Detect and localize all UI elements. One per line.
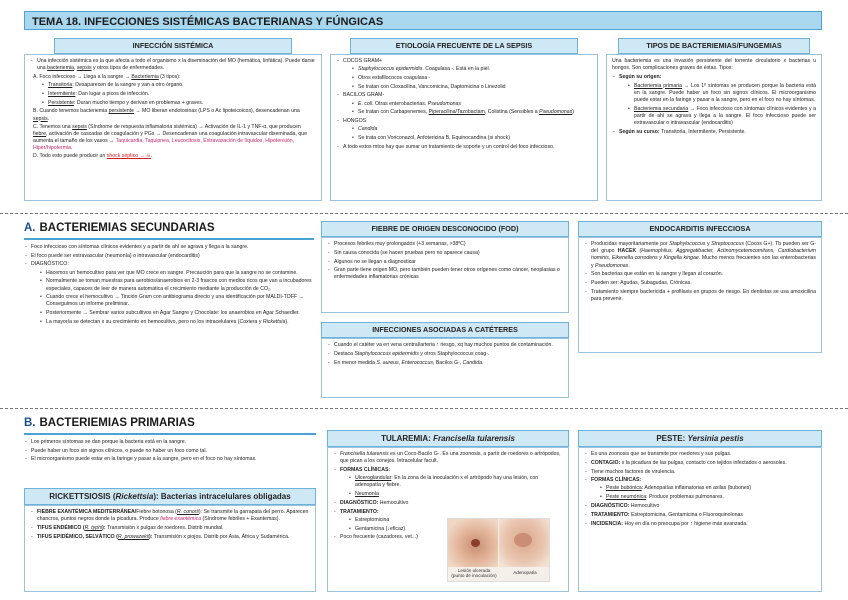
fod-body xyxy=(321,237,569,313)
tipos-header: TIPOS DE BACTERIEMIAS/FUNGEMIAS xyxy=(618,38,810,54)
forma-item: • Neumonía xyxy=(348,491,563,498)
cateteres-section xyxy=(321,322,569,398)
step-c: C. Tenemos una sepsis (Síndrome de respuesta inflamatoria sistémica) → Activación de IL-1 y TNF-α, que producen fiebre, activación de cascadas de coagulación y PGs → Desencadenan una coagulación intravascular diseminada, que aumenta el tamaño de los vasos → Taquicardia, Taquipnea, Leucocitosis, Extravasación de líquidos, Hipotensión, Hiper/hipotermia. xyxy=(33,123,307,152)
secundarias-section xyxy=(24,221,314,401)
forma-item: • Peste neumónica: Produce problemas pulmonares. xyxy=(599,494,816,501)
peste-item: - Tiene muchos factores de virulencia. xyxy=(584,469,816,476)
endocarditis-section xyxy=(578,221,822,353)
peste-item: - Es una zoonosis que se transmite por roedores y sus pulgas. xyxy=(584,451,816,458)
cateter-item: - Destaca Staphylococcus epidermidis y otros Staphylococcus coag-. xyxy=(327,351,563,358)
endocarditis-header: ENDOCARDITIS INFECCIOSA xyxy=(578,221,822,237)
fod-item: - Algunos no se llegan a diagnosticar xyxy=(327,259,563,266)
adenopathy-caption: Adenopatía xyxy=(513,570,537,575)
coco-item: • Staphylococcus epidermidis. Coagulasa -. Está en la piel. xyxy=(351,66,592,73)
bacteriemia-type: • Intermitente: Dan lugar a picos de infección. xyxy=(41,91,316,98)
primaria-def: • Bacteriemia primaria → Los 1º síntomas se producen porque la bacteria está en la sangre. Puede haber un foco sin signos clínicos. El microorganismo puede estar en la faringe y pasar a la sangre, pero en el foco no hay síntomas. xyxy=(627,83,816,105)
diag-item: • La mayoría se detectan x su crecimiento en hemocultivo, pero no los intracelulares (Coxiera y Rickettsia). xyxy=(39,319,314,326)
tularemia-last: - Poco frecuente (cazadores, vet...) xyxy=(333,534,563,541)
endocarditis-item: - Pueden ser: Agudas, Subagudas, Crónicas. xyxy=(584,280,816,287)
etiologia-header: ETIOLOGÍA FRECUENTE DE LA SEPSIS xyxy=(350,38,578,54)
tularemia-header: TULAREMIA: Francisella tularensis xyxy=(327,430,569,447)
bacilos-gram-neg: - BACILOS GRAM- • E. coli. Otras enterobacterias, Pseudomonas • Se tratan con Carbapenemes, Piperacilina/Tazobactam, Colistina (Sensibles a Pseudomonas) xyxy=(336,92,592,116)
cateteres-body xyxy=(321,338,569,398)
tularemia-section xyxy=(327,430,569,592)
secundarias-title: A. BACTERIEMIAS SECUNDARIAS xyxy=(24,221,314,240)
lesion-caption: Lesión ulcerada (punto de inoculación) xyxy=(451,568,497,579)
tularemia-item: - Francisella tularensis es un Coco-Bacilo G-. Es una zoonosis, a partir de roedores o artrópodos, que pican a los conejos. Intracelular facult. xyxy=(333,451,563,465)
peste-body xyxy=(578,447,822,592)
infeccion-intro: - Una infección sistémica es la que afecta a todo el organismo x la diseminación del MO (hemática, linfática). Puede darse una bacteriemia, sepsis y otros tipos de enfermedades. xyxy=(30,58,316,72)
forma-item: • Ulceroglandular: En la zona de la inoculación x el artrópodo hay una lesión, con adenopatía y fiebre. xyxy=(348,475,563,489)
endocarditis-body xyxy=(578,237,822,353)
trat-item: • Estreptomicina xyxy=(348,517,563,524)
infeccion-sistemica-body xyxy=(24,54,322,201)
infeccion-sistemica-header: INFECCIÓN SISTÉMICA xyxy=(54,38,292,54)
trat-item: • Gentamicina (↓eficaz) xyxy=(348,526,563,533)
coco-item: • Se tratan con Cloxacilina, Vancomicina, Daptomicina o Linezolid xyxy=(351,84,592,91)
rickettsia-item: - FIEBRE EXANTÉMICA MEDITERRÁNEA/Fiebre botonosa (R. conorii): Se transmite la garrapata del perro. Aparecen chancros, puntos negros donde la picadura. Produce fiebre exantémica (Síndrome febriles + Exantemas). xyxy=(30,509,310,523)
etiologia-body xyxy=(330,54,598,201)
fod-item: - Gran parte tiene origen MO, pero también pueden tener otros orígenes como cáncer, neoplasias o enfermedades inflamatorias crónicas xyxy=(327,267,563,281)
diag-item: • Posteriormente → Sembrar varios subcultivos en Agar Sangre y Chocolate: los anaerobios en Agar Schaedler. xyxy=(39,310,314,317)
rickettsiosis-body xyxy=(24,505,316,592)
endocarditis-item: - Producidas mayoritariamente por Staphylococcus y Streptococcus (Cocos G+). Tb pueden ser G- del grupo HACEK (Haemophilus, Aggregatibacter, Actinomycetemcomitans, Cardiobacterium hominis, Eikenella corrodens y Kingella kingae. Mucho menos frecuentes son las enterobacterias y Pseudomonas. xyxy=(584,241,816,270)
step-b: B. Cuando tenemos bacteriemia persistente → MO liberan endotoxinas (LPS o Ac lipoteicoicos), desencadenan una sepsis. xyxy=(33,108,300,122)
hongo-item: • Se trata con Voriconazol, Anfotericina B, Equinocandina (si shock) xyxy=(351,135,592,142)
peste-section xyxy=(578,430,822,592)
hongos: - HONGOS • Candida • Se trata con Voriconazol, Anfotericina B, Equinocandina (si shock) xyxy=(336,118,592,142)
diag-item: • Hacemos un hemocultivo para ver que MO crece en sangre. Precaución para que la sangre no se contamine. xyxy=(39,270,314,277)
bacteriemia-type: • Transitoria: Desaparecen de la sangre y van a otro órgano. xyxy=(41,82,316,89)
peste-trat: - TRATAMIENTO: Estreptomicina, Gentamicina o Fluoroquinolonas xyxy=(584,512,816,519)
cateteres-header: INFECCIONES ASOCIADAS A CATÉTERES xyxy=(321,322,569,338)
primaria-item: - Puede haber un foco sin signos clínicos, o puede no haber un foco como tal. xyxy=(24,448,316,455)
peste-incidencia: - INCIDENCIA: Hoy en día no preocupa por ↑ higiene más avanzada. xyxy=(584,521,816,528)
primaria-item: - El microorganismo puede estar en la faringe y pasar a la sangre, pero en el foco no hay síntomas. xyxy=(24,456,316,463)
tularemia-diag: - DIAGNÓSTICO: Hemocultivo xyxy=(333,500,563,507)
secundaria-item: - DIAGNÓSTICO: • Hacemos un hemocultivo para ver que MO crece en sangre. Precaución para que la sangre no se contamine. • Normalmente se toman muestras para aerobios/anaerobios en 2-3 frascos con medios ricos que van a incubadores especiales, capaces de leer de manera automática el crecimiento mediante la producción de CO₂. • Cuando crece el hemocultivo → Tinción Gram con antibiograma directo y una identificación por MALDI-TOFF → Conseguimos un informe preliminar. • Posteriormente → Sembrar varios subcultivos en Agar Sangre y Chocolate: los anaerobios en Agar Schaedler. • La mayoría se detectan x su crecimiento en hemocultivo, pero no los intracelulares (Coxiera y Rickettsia). xyxy=(24,261,314,326)
etiologia-final: - A todo estos mtos hay que sumar un tratamiento de soporte y un control del foco infeccioso. xyxy=(336,144,592,151)
bacilo-item: • E. coli. Otras enterobacterias, Pseudomonas xyxy=(351,101,592,108)
peste-header: PESTE: Yersinia pestis xyxy=(578,430,822,447)
page-title: TEMA 18. INFECCIONES SISTÉMICAS BACTERIANAS Y FÚNGICAS xyxy=(24,11,822,30)
rickettsiosis-header: RICKETTSIOSIS (Rickettsia): Bacterias intracelulares obligadas xyxy=(24,488,316,505)
etiologia-section xyxy=(330,38,598,201)
fod-item: - Procesos febriles muy prolongados (+3 semanas, >38ºC) xyxy=(327,241,563,248)
fod-section xyxy=(321,221,569,313)
cateter-item: - Cuando el catéter va en vena central/arteria ↑ riesgo, xq hay muchos puntos de contaminación. xyxy=(327,342,563,349)
hongo-item: • Candida xyxy=(351,126,592,133)
secundaria-item: - Foco infeccioso con síntomas clínicos evidentes y a partir de ahí se agrava y llega a la sangre. xyxy=(24,244,314,251)
step-d: D. Todo esto puede producir un shock séptico → ☠. xyxy=(33,153,153,160)
diag-item: • Cuando crece el hemocultivo → Tinción Gram con antibiograma directo y una identificación por MALDI-TOFF → Conseguimos un informe preliminar. xyxy=(39,294,314,308)
peste-diag: - DIAGNÓSTICO: Hemocultivo xyxy=(584,503,816,510)
forma-item: • Peste bubónica: Adenopatías inflamatorias en axilas (bubones) xyxy=(599,485,816,492)
coco-item: • Otros estafilococos coagulasa - xyxy=(351,75,592,82)
rickettsiosis-section xyxy=(24,488,316,592)
primaria-item: - Los primeros síntomas se dan porque la bacteria está en la sangre. xyxy=(24,439,316,446)
divider xyxy=(0,408,848,409)
endocarditis-item: - Son bacterias que están en la sangre y llegan al corazón. xyxy=(584,271,816,278)
primarias-title: B. BACTERIEMIAS PRIMARIAS xyxy=(24,416,316,435)
tipos-section xyxy=(606,38,822,201)
rickettsia-item: - TIFUS ENDÉMICO (R. typhi): Transmisión x pulgas de roedores. Distrib mundial. xyxy=(30,525,310,532)
bacteriemia-type: • Persistente: Duran mucho tiempo y derivan en problemas + graves. xyxy=(41,100,316,107)
cocos-gram-pos: - COCOS GRAM+ • Staphylococcus epidermidis. Coagulasa -. Está en la piel. • Otros estafilococos coagulasa - • Se tratan con Cloxacilina, Vancomicina, Daptomicina o Linezolid xyxy=(336,58,592,91)
diag-item: • Normalmente se toman muestras para aerobios/anaerobios en 2-3 frascos con medios ricos que van a incubadores especiales, capaces de leer de manera automática el crecimiento mediante la producción de CO₂. xyxy=(39,278,314,292)
adenopathy-mark xyxy=(514,533,532,547)
fod-item: - Sin causa conocida (se hacen pruebas pero no aparece causa) xyxy=(327,250,563,257)
rickettsia-item: - TIFUS EPIDÉMICO, SELVÁTICO (R. prowazekii): Transmisión x piojos. Distrib por Asia, África y Sudamérica. xyxy=(30,534,310,541)
fod-header: FIEBRE DE ORIGEN DESCONOCIDO (FOD) xyxy=(321,221,569,237)
tipos-origen: - Según su origen: • Bacteriemia primaria → Los 1º síntomas se producen porque la bacteria está en la sangre. Puede haber un foco sin signos clínicos. El microorganismo puede estar en la faringe y pasar a la sangre, pero en el foco no hay síntomas. • Bacteriemia secundaria → Foco infeccioso con síntomas clínicos evidentes y a partir de ahí se agrava y llega a la sangre. El foco infeccioso puede ser extravascular o intravascular (endocarditis) xyxy=(612,74,816,127)
endocarditis-item: - Tratamiento siempre bactericida + profilaxis en grupos de riesgo. En dentistas se usa amoxicilina para prevenir. xyxy=(584,289,816,303)
tularemia-image xyxy=(447,518,550,582)
bacilo-item: • Se tratan con Carbapenemes, Piperacilina/Tazobactam, Colistina (Sensibles a Pseudomonas) xyxy=(351,109,592,116)
tipos-body xyxy=(606,54,822,201)
secundaria-def: • Bacteriemia secundaria → Foco infeccioso con síntomas clínicos evidentes y a partir de ahí se agrava y llega a la sangre. El foco infeccioso puede ser extravascular o intravascular (endocarditis) xyxy=(627,106,816,128)
tipos-intro: Una bacteriemia es una invasión persistente del torrente circulatorio x bacterias u hongos. Son complicaciones graves de éstas. Tipos: xyxy=(612,58,816,72)
peste-formas: - FORMAS CLÍNICAS: • Peste bubónica: Adenopatías inflamatorias en axilas (bubones) • Peste neumónica: Produce problemas pulmonares. xyxy=(584,477,816,501)
tularemia-trat: - TRATAMIENTO: • Estreptomicina • Gentamicina (↓eficaz) xyxy=(333,509,563,533)
primarias-section xyxy=(24,416,316,486)
peste-item: - CONTAGIO: x la picadura de las pulgas, contacto con tejidos infectados o aerosoles. xyxy=(584,460,816,467)
tularemia-formas: - FORMAS CLÍNICAS: • Ulceroglandular: En la zona de la inoculación x el artrópodo hay una lesión, con adenopatía y fiebre. • Neumonía xyxy=(333,467,563,498)
divider xyxy=(0,213,848,214)
tipos-curso: - Según su curso: Transitoria, Intermitente, Persistente. xyxy=(612,129,816,136)
tularemia-body xyxy=(327,447,569,592)
step-a: A. Foco infeccioso → Llega a la sangre → Bacteriemia (3 tipos): • Transitoria: Desaparecen de la sangre y van a otro órgano. • Intermitente: Dan lugar a picos de infección. • Persistente: Duran mucho tiempo y derivan en problemas + graves. xyxy=(30,74,316,107)
infeccion-sistemica-section xyxy=(24,38,322,201)
secundaria-item: - El foco puede ser extravascular (neumonía) o intravascular (endocarditis) xyxy=(24,253,314,260)
lesion-mark xyxy=(471,539,480,547)
cateter-item: - En menor medida S. aureus, Enterococcus, Bacilos G-, Candida. xyxy=(327,360,563,367)
